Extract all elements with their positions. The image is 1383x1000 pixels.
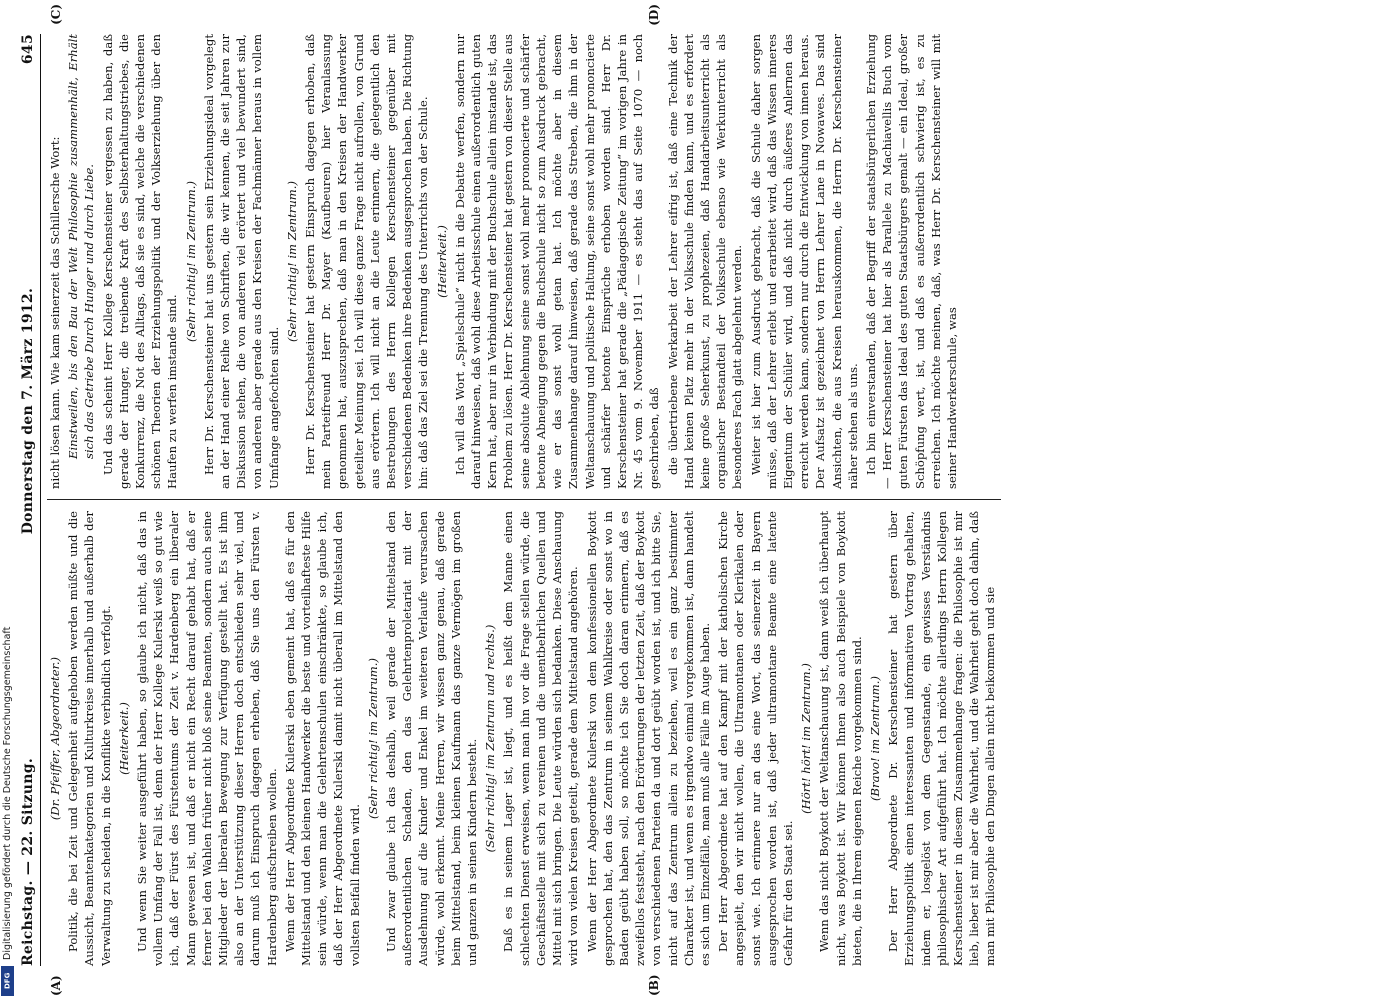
paragraph: (Sehr richtig! im Zentrum und rechts.): [483, 624, 498, 853]
paragraph: Wenn das nicht Boykott der Weltanschauung ist, dann weiß ich überhaupt nicht, was Boykott ist. Wir können Ihnen also auch Beispiele von Boykott bieten, die in Ihrem eigenen Reiche vorgekommen sind.: [817, 511, 864, 966]
paragraph: Daß es in seinem Lager ist, liegt, und es heißt dem Manne einen schlechten Dienst erweisen, wenn man ihn vor die Frage stellen würde, die Geschäftsstelle mit sich zu vereinen und die unentbehrlichen Quellen und Mittel mit sich bringen. Die Leute würden sich bedanken. Diese Anschauung wird von vielen Kreisen geteilt, gerade dem Mittelstand angehören.: [501, 511, 581, 966]
paragraph: (Sehr richtig! im Zentrum.): [183, 181, 198, 343]
paragraph: Der Herr Abgeordnete hat auf den Kampf mit der katholischen Kirche angespielt, den wir nicht wollen, die Ultramontanen oder Klerikalen oder sonst wie. Ich erinnere nur an das eine Wort, das seinerzeit in Bayern ausgesprochen worden ist, daß jeder ultramontane Beamte eine latente Gefahr für den Staat sei.: [716, 511, 795, 966]
paragraph: (Heiterkeit.): [116, 702, 131, 775]
paragraph: Herr Dr. Kerschensteiner hat uns gestern sein Erziehungsideal vorgelegt an der Hand einer Reihe von Schriften, die wir kennen, die seit Jahren zur Diskussion stehen, die von anderen viel erörtert und viel bewundert sind, von anderen aber gerade aus den Kreisen der Fachmänner heraus in vollem Umfange angefochten sind.: [201, 34, 281, 489]
text-columns: [47, 4, 1001, 996]
paragraph: (Sehr richtig! im Zentrum.): [284, 181, 299, 343]
paragraph: nicht lösen kann. Wie kam seinerzeit das Schillersche Wort:: [48, 136, 62, 489]
digitization-credit: [2, 0, 16, 1000]
paragraph: (Sehr richtig! im Zentrum.): [365, 658, 380, 820]
column-divider: [47, 499, 1001, 500]
header-date: Donnerstag den 7. März 1912.: [20, 287, 36, 535]
paragraph: Und wenn Sie weiter ausgeführt haben, so glaube ich nicht, daß das in vollem Umfang der Fall ist, denn der Herr Kollege Kulerski weiß so gut wie ich, daß der Fürst des Fürstentums der Zeit v. Hardenberg ein liberaler Mann gewesen ist, und daß er nicht ein Recht darauf gehabt hat, daß er ferner bei den Wahlen früher nicht bloß seine Beamten, sondern auch seine Mitglieder der liberalen Bewegung zur Verfügung gestellt hat. Es ist ihm also an der Unterstützung dieser Herren doch entschieden sehr viel, und darum muß ich Einspruch dagegen erheben, daß Sie uns den Fürsten v. Hardenberg aufschreiben wollen.: [135, 511, 279, 966]
paragraph: Der Herr Abgeordnete Dr. Kerschensteiner hat gestern über Erziehungspolitik einen interessanten und informativen Vortrag gehalten, indem er, losgelöst von dem Gegenstande, ein gewisses Verständnis philosophischer Art aufgeführt hat. Ich möchte allerdings Herrn Kollegen Kerschensteiner in diesem Zusammenhange fragen: die Philosophie ist mir lieb, lieber ist mir aber die Wahrheit, und die Wahrheit geht doch dahin, daß man mit Philosophie den Dingen allein nicht beikommen und sie: [886, 511, 998, 966]
page-header: [20, 34, 41, 966]
dfg-logo: [1, 966, 14, 996]
margin-mark-c: (C): [49, 4, 63, 25]
header-left: Reichstag. — 22. Sitzung.: [20, 758, 36, 966]
paragraph: die übertriebene Werkarbeit der Lehrer eifrig ist, daß eine Technik der Hand keinen Platz mehr in der Volksschule finden kann, und es erfordert keine große Seherkunst, zu prophezeien, daß Handarbeitsunterricht als organischer Bestandteil der Volksschule ebenso wie Werkunterricht als besonderes Fach glatt abgelehnt werden.: [665, 34, 745, 489]
page-number: 645: [20, 34, 36, 65]
paragraph: (Dr. Pfeiffer, Abgeordneter.): [48, 656, 62, 821]
paragraph: Weiter ist hier zum Ausdruck gebracht, daß die Schule daher sorgen müsse, daß der Lehrer erlebt und erarbeitet wird, daß das Wissen inneres Eigentum der Schüler wird, und daß nicht durch äußeres Anlernen das erreicht werden kann, sondern nur durch die Entwicklung von innen heraus. Der Aufsatz ist gezeichnet von Herrn Lehrer Lane in Nowawes. Das sind Ansichten, die aus Kreisen herauskommen, die Herrn Dr. Kerschensteiner näher stehen als uns.: [748, 34, 860, 489]
paragraph: Ich will das Wort „Spielschule“ nicht in die Debatte werfen, sondern nur darauf hinweisen, daß wohl diese Arbeitsschule einen außerordentlich guten Kern hat, aber nur in Verbindung mit der Buchschule allein imstande ist, das Problem zu lösen. Herr Dr. Kerschensteiner hat gestern von dieser Stelle aus seine absolute Ablehnung seine sonst wohl mehr prononcierte und schärfer betonte Abneigung gegen die Buchschule nicht so zum Ausdruck gebracht, wie er das sonst wohl getan hat. Ich möchte aber in diesem Zusammenhange darauf hinweisen, daß gerade das Streben, die ihm in der Weltanschauung und politische Haltung, seine sonst wohl mehr prononcierte und schärfer betonte Einsprüche erhoben worden sind. Herr Dr. Kerschensteiner hat gerade die „Pädagogische Zeitung“ im vorigen Jahre in Nr. 45 vom 9. November 1911 — es steht das auf Seite 1070 — noch geschrieben, daß: [452, 34, 662, 489]
paragraph: (Bravo! im Zentrum.): [867, 676, 882, 802]
paragraph: Wenn der Herr Abgeordnete Kulerski von dem konfessionellen Boykott gesprochen hat, den das Zentrum in seinem Wahlkreise oder sonst wo in Baden geübt haben soll, so möchte ich Sie doch daran erinnern, daß es zweifellos feststeht, nach den Erörterungen der letzten Zeit, daß der Boykott von verschiedenen Parteien da und dort geübt worden ist, und ich bitte Sie, nicht auf das Zentrum allein zu beziehen, weil es ein ganz bestimmter Charakter ist, und wenn es irgendwo einmal vorgekommen ist, dann handelt es sich um Einzelfälle, man muß alle Fälle im Auge haben.: [584, 511, 712, 966]
dfg-logo-text: DFG: [3, 972, 12, 990]
paragraph: (Heiterkeit.): [434, 225, 449, 298]
margin-mark-b: (B): [647, 974, 661, 996]
right-column: [47, 34, 1001, 489]
paragraph: Und zwar glaube ich das deshalb, weil gerade der Mittelstand den außerordentlichen Schaden, den das Gelehrtenproletariat mit der Ausdehnung auf die Kinder und Enkel im weiteren Verlaufe verursachen würde, wohl erkennt. Meine Herren, wir wissen ganz genau, daß gerade beim Mittelstand, beim kleinen Kaufmann das ganze Vermögen im großen und ganzen in seinen Kindern besteht.: [384, 511, 480, 966]
paragraph: Politik, die bei Zeit und Gelegenheit aufgehoben werden müßte und die Aussicht, Beamtenkategorien und Kulturkreise innerhalb und außerhalb der Verwaltung zu scheiden, in die Konflikte verbindlich verfolgt.: [66, 511, 113, 966]
margin-mark-a: (A): [49, 975, 63, 996]
paragraph: Herr Dr. Kerschensteiner hat gestern Einspruch dagegen erhoben, daß mein Parteifreund Herr Dr. Mayer (Kaufbeuren) hier Veranlassung genommen hat, auszusprechen, daß man in den Kreisen der Handwerker geteilter Meinung sei. Ich will diese ganze Frage nicht aufrollen, von Grund aus erörtern. Ich will nicht an die Leute erinnern, die gelegentlich den Bestrebungen des Herrn Kollegen Kerschensteiner gegenüber mit verschiedenen Bedenken ihre Bedenken ausgesprochen haben. Die Richtung hin: daß das Ziel sei die Trennung des Unterrichts von der Schule.: [303, 34, 431, 489]
paragraph: Und das scheint Herr Kollege Kerschensteiner vergessen zu haben, daß gerade der Hunger, die treibende Kraft des Selbsterhaltungstriebes, die Konkurrenz, die Not des Alltags, daß sie es sind, welche die verschiedenen schönen Theorien der Erziehungspolitik und der Volkserziehung über den Haufen zu werfen imstande sind.: [100, 34, 180, 489]
paragraph: (Hört! hört! im Zentrum.): [799, 663, 814, 814]
paragraph: Einstweilen, bis den Bau der Welt Philosophie zusammenhält, Erhält sich das Getriebe Durch Hunger und durch Liebe.: [66, 34, 97, 459]
left-column: [47, 511, 1001, 966]
paragraph: Ich bin einverstanden, daß der Begriff der staatsbürgerlichen Erziehung — Herr Kerschensteiner hat hier als Parallele zu Machiavellis Buch vom guten Fürsten das Ideal des guten Staatsbürgers gemalt — ein Ideal, großer Schöpfung wert, ist, und daß es außerordentlich schwierig ist, es zu erreichen. Ich möchte meinen, daß, was Herr Dr. Kerschensteiner will mit seiner Handwerkerschule, was: [863, 34, 959, 489]
paragraph: Wenn der Herr Abgeordnete Kulerski eben gemeint hat, daß es für den Mittelstand und den kleinen Handwerker die beste und vorteilhafteste Hilfe sein würde, wenn man die Gelehrtenschulen einschränkte, so glaube ich, daß der Herr Abgeordnete Kulerski damit nicht überall im Mittelstand den vollsten Beifall finden wird.: [282, 511, 362, 966]
credit-text: Digitalisierung gefördert durch die Deutsche Forschungsgemeinschaft: [2, 626, 13, 960]
margin-mark-d: (D): [647, 4, 661, 26]
